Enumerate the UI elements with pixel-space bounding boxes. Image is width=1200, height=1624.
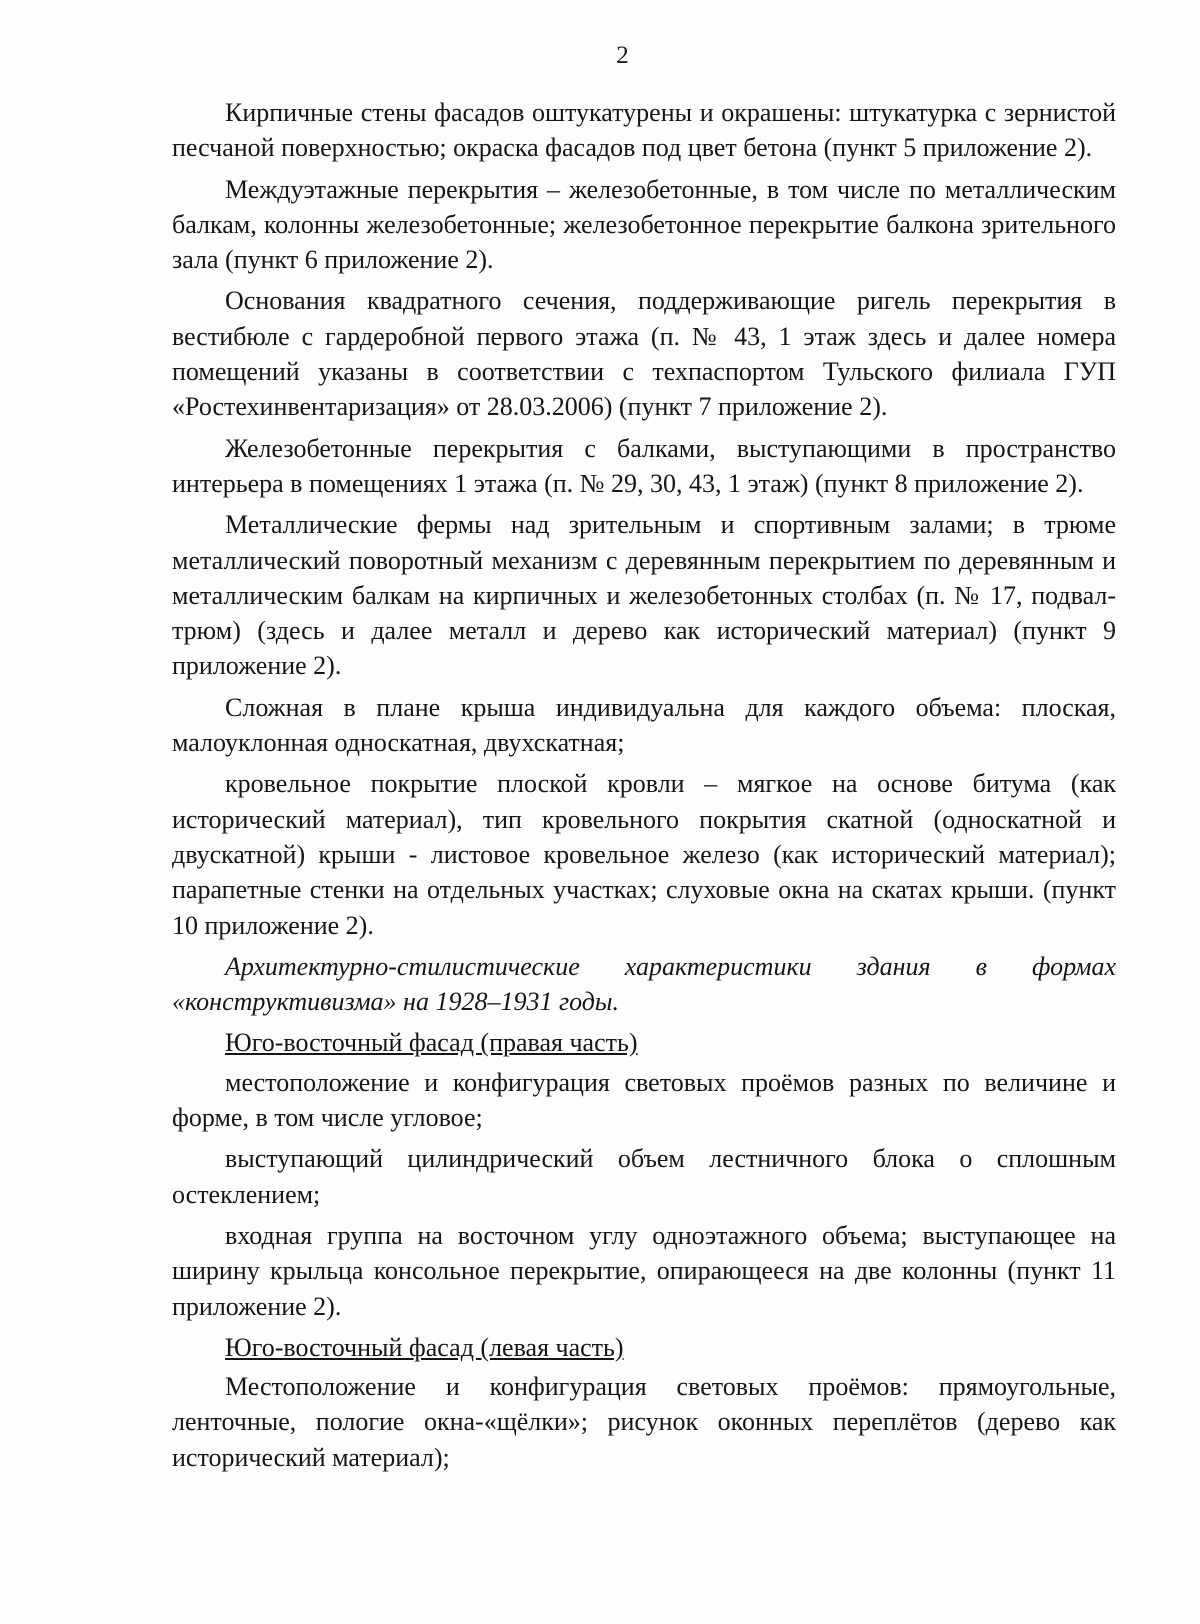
paragraph-beam-slabs: Железобетонные перекрытия с балками, выступающими в пространство интерьера в помещениях 1 этажа (п. № 29, 30, 43, 1 этаж) (пункт 8 приложение 2). <box>172 433 1116 498</box>
section-title: Архитектурно-стилистические характеристики здания в формах «конструктивизма» на 1928–1931 годы. <box>172 951 1116 1017</box>
document-body <box>172 95 1116 1481</box>
subsection-heading-right: Юго-восточный фасад (правая часть) <box>225 1028 638 1058</box>
paragraph-roof: Сложная в плане крыша индивидуальна для каждого объема: плоская, малоуклонная односкатная, двухскатная; <box>172 692 1116 758</box>
paragraph-window-configuration: Местоположение и конфигурация световых проёмов: прямоугольные, ленточные, пологие окна-«щёлки»; рисунок оконных переплётов (дерево как исторический материал); <box>172 1372 1116 1472</box>
paragraph-roof-covering: кровельное покрытие плоской кровли – мягкое на основе битума (как исторический материал), тип кровельного покрытия скатной (односкатной и двускатной) крыши - листовое кровельное железо (как исторический материал); парапетные стенки на отдельных участках; слуховые окна на скатах крыши. (пункт 10 приложение 2). <box>172 769 1116 940</box>
paragraph-floor-slabs: Междуэтажные перекрытия – железобетонные, в том числе по металлическим балкам, колонны железобетонные; железобетонное перекрытие балкона зрительного зала (пункт 6 приложение 2). <box>172 174 1116 275</box>
paragraph-square-bases: Основания квадратного сечения, поддерживающие ригель перекрытия в вестибюле с гардеробной первого этажа (п. № 43, 1 этаж здесь и далее номера помещений указаны в соответствии с техпаспортом Тульского филиала ГУП «Ростехинвентаризация» от 28.03.2006) (пункт 7 приложение 2). <box>172 286 1116 422</box>
paragraph-window-openings: местоположение и конфигурация световых проёмов разных по величине и форме, в том числе угловое; <box>172 1067 1116 1133</box>
page-number: 2 <box>616 42 629 69</box>
subsection-heading-left: Юго-восточный фасад (левая часть) <box>225 1332 624 1362</box>
paragraph-stair-volume: выступающий цилиндрический объем лестничного блока о сплошным остеклением; <box>172 1144 1116 1209</box>
paragraph-facade-walls: Кирпичные стены фасадов оштукатурены и окрашены: штукатурка с зернистой песчаной поверхностью; окраска фасадов под цвет бетона (пункт 5 приложение 2). <box>172 98 1116 163</box>
paragraph-metal-trusses: Металлические фермы над зрительным и спортивным залами; в трюме металлический поворотный механизм с деревянным перекрытием по деревянным и металлическим балкам на кирпичных и железобетонных столбах (п. № 17, подвал-трюм) (здесь и далее металл и дерево как исторический материал) (пункт 9 приложение 2). <box>172 510 1116 681</box>
paragraph-entrance-group: входная группа на восточном углу одноэтажного объема; выступающее на ширину крыльца консольное перекрытие, опирающееся на две колонны (пункт 11 приложение 2). <box>172 1220 1116 1321</box>
